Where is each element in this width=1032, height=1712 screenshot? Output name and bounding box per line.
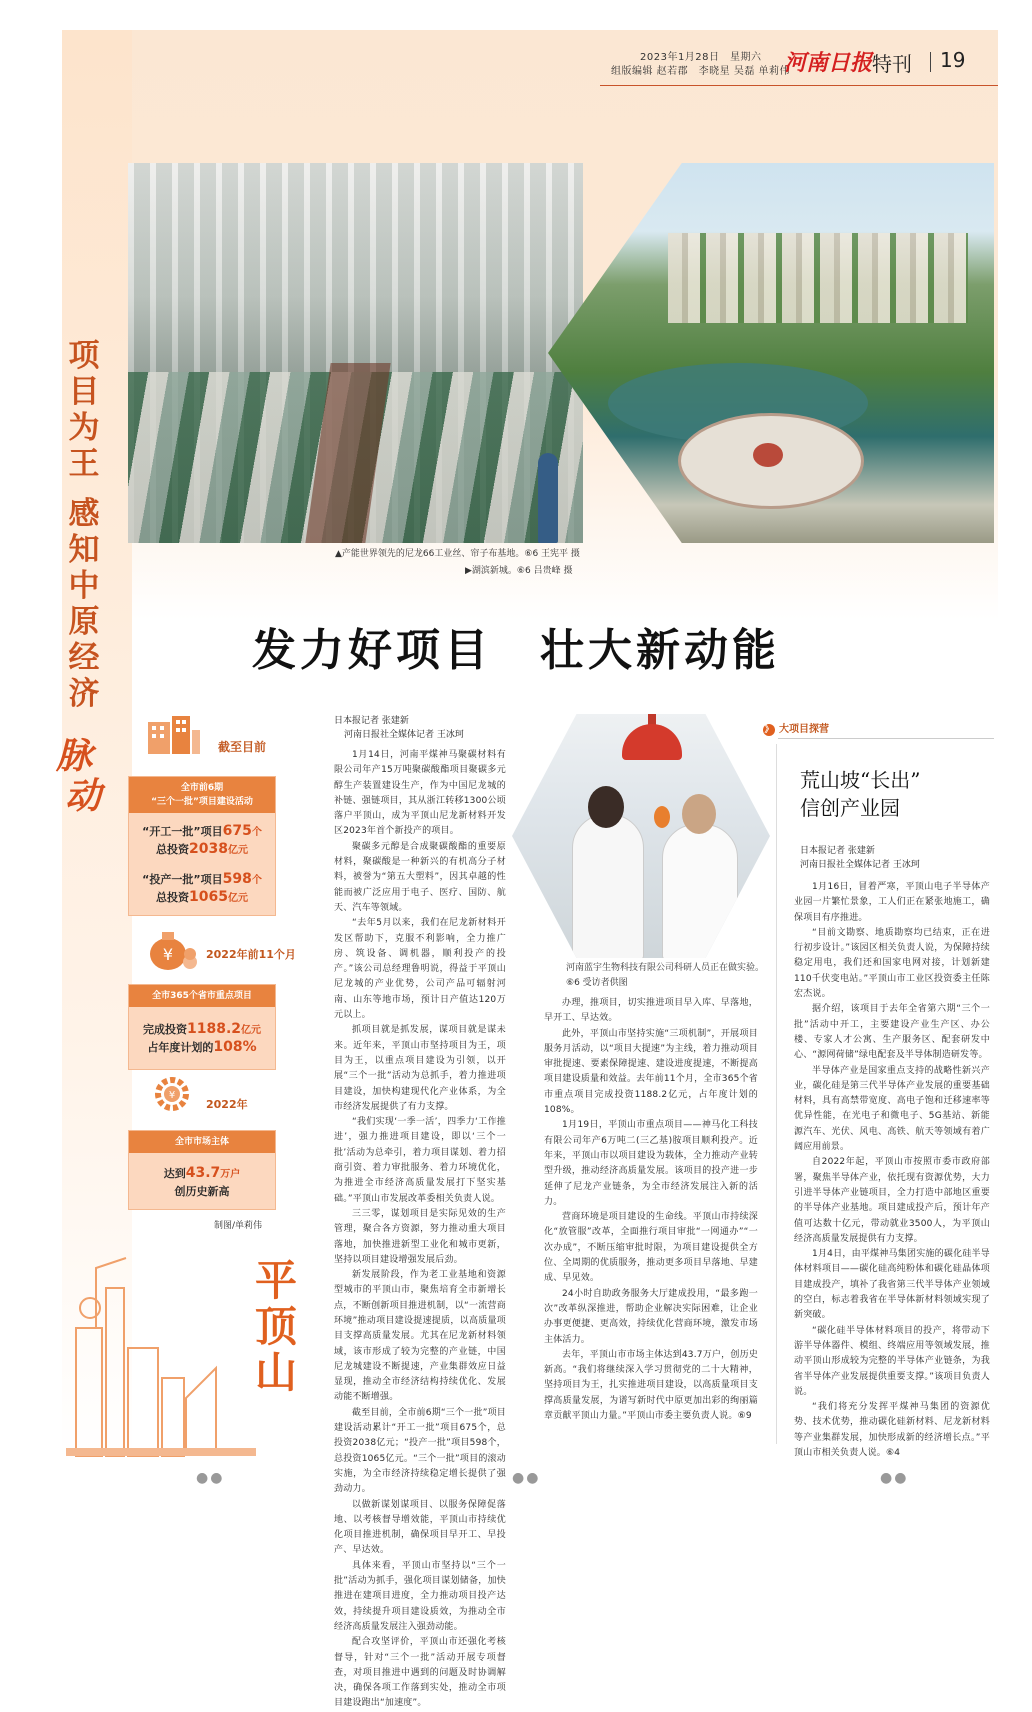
vertical-title-char: 目 bbox=[68, 374, 100, 410]
vertical-title-char: 经 bbox=[68, 640, 100, 676]
done-invest-line: 完成投资1188.2亿元 bbox=[142, 1021, 262, 1037]
section-name: 特刊 bbox=[872, 52, 912, 76]
article-paragraph: “我们实现‘一季一活’，四季力‘工作推进’，强力推进项目建设，即以‘三个一批’活动为总牵引，着力项目谋划、着力招商引资、着力审批服务、着力环境优化，为推进全市经济高质量发展打下坚实基础。”平顶山市发展改革委相关负责人说。 bbox=[334, 1117, 506, 1204]
year-label: 2022年 bbox=[206, 1098, 248, 1111]
article-paragraph: 24小时自助政务服务大厅建成投用，“最多跑一次”改革纵深推进，帮助企业解决实际困难，让企业办事更便捷、更高效，持续优化营商环境，激发市场主体活力。 bbox=[544, 1288, 758, 1345]
lab-photo-flask bbox=[654, 806, 670, 828]
lab-photo-researcher-2 bbox=[662, 824, 738, 960]
stat-box-header bbox=[129, 777, 275, 813]
reach-value: 43.7 bbox=[185, 1165, 221, 1181]
city-char: 顶 bbox=[254, 1302, 297, 1351]
graphic-credit: 制图/单莉伟 bbox=[214, 1221, 263, 1231]
start-invest-line: 总投资2038亿元 bbox=[156, 841, 248, 857]
lab-photo bbox=[512, 714, 770, 958]
article-column-2 bbox=[544, 996, 758, 1458]
footer-marker: ●● bbox=[880, 1470, 909, 1486]
building-icon bbox=[144, 712, 202, 756]
vertical-title-char: 王 bbox=[68, 446, 100, 482]
side-article-paragraph: 自2022年起，平顶山市按照市委市政府部署，聚焦半导体产业，依托现有资源优势，大力引进半导体产业链项目，全力打造中部地区重要的半导体产业基地。项目建成投产后，预计年产值可达数十亿元，带动就业3500人，为平顶山经济高质量发展提供有力支撑。 bbox=[794, 1157, 990, 1244]
newspaper-logo: 河南日报 bbox=[784, 50, 873, 76]
vertical-title-char: 知 bbox=[68, 532, 100, 568]
factory-photo bbox=[128, 163, 583, 543]
city-photo-buildings bbox=[668, 233, 968, 323]
article-paragraph: 抓项目就是抓发展，谋项目就是谋未来。近年来，平顶山市坚持项目为王，项目为王，以重点项目建设为引领，以开展“三个一批”活动为总抓手，着力推进项目建设，加快构建现代化产业体系，为全市经济发展提供了有力支撑。 bbox=[334, 1025, 506, 1112]
article-paragraph: 三三零，谋划项目是实际见效的生产管理，聚合各方资源，努力推动重大项目落地，加快推进新型工业化和城市更新，坚持以项目建设增强发展后劲。 bbox=[334, 1208, 506, 1265]
city-name-vertical bbox=[246, 1258, 306, 1396]
article-paragraph: 配合攻坚评价，平顶山市还强化考核督导，针对“三个一批”活动开展专项督查，对项目推进中遇到的问题及时协调解决，确保各项工作落到实处，推动全市项目建设跑出“加速度”。 bbox=[334, 1637, 506, 1709]
column-divider bbox=[776, 744, 777, 1444]
article-column-1 bbox=[334, 748, 506, 1709]
side-article-title: 荒山坡“长出” 信创产业园 bbox=[800, 768, 921, 820]
stat-box-header-line: 全市前6期 bbox=[180, 783, 224, 793]
produce-batch-line: “投产一批”项目598个 bbox=[142, 871, 262, 887]
page-headline: 发力好项目 壮大新动能 bbox=[252, 625, 780, 676]
stat-box-key-projects bbox=[128, 984, 276, 1070]
svg-text:¥: ¥ bbox=[162, 945, 174, 964]
header-separator bbox=[930, 52, 931, 72]
article-paragraph: 截至目前，全市前6期“三个一批”项目建设活动累计“开工一批”项目675个，总投资2038亿元；“投产一批”项目598个，总投资1065亿元。“三个一批”项目的滚动实施，为全市经济持续稳定增长提供了强劲动力。 bbox=[334, 1407, 506, 1495]
side-article-body bbox=[794, 880, 990, 1458]
stat-box-three-batches bbox=[128, 776, 276, 916]
issue-date: 2023年1月28日 星期六 bbox=[640, 52, 762, 63]
reach-line: 达到43.7万户 bbox=[163, 1165, 241, 1181]
stat-box-header: 全市365个省市重点项目 bbox=[129, 985, 275, 1007]
footer-marker: ●● bbox=[512, 1470, 541, 1486]
side-section-tag: 》 大项目探营 bbox=[764, 724, 829, 735]
lab-photo-researcher-2-head bbox=[682, 794, 716, 834]
article-paragraph: 聚碳多元醇是合成聚碳酸酯的重要原材料，聚碳酸是一种新兴的有机高分子材料，被誉为“第五大塑料”，因其卓越的性能而被广泛应用于电子、医疗、国防、航天、汽车等领域。 bbox=[334, 841, 506, 913]
city-photo-plaza-center bbox=[753, 443, 783, 467]
article-paragraph: 以做新谋划谋项目、以服务保障促落地、以考核督导增效能，平顶山市持续优化项目推进机制，确保项目早开工、早投产、早达效。 bbox=[334, 1499, 506, 1556]
produce-invest-line: 总投资1065亿元 bbox=[156, 889, 248, 905]
article-paragraph: 营商环境是项目建设的生命线。平顶山市持续深化“放管服”改革，全面推行项目审批“一网通办”“一次办成”，不断压缩审批时限，为项目建设提供全方位、全周期的优质服务，推动更多项目早落地、早建成、早见效。 bbox=[544, 1212, 758, 1284]
article-paragraph: 具体来看，平顶山市坚持以“三个一批”活动为抓手，强化项目谋划储备，加快推进在建项目进度，全力推动项目投产达效，持续提升项目建设质效，为推动全市经济高质量发展注入强劲动能。 bbox=[334, 1560, 506, 1632]
article-paragraph: “去年5月以来，我们在尼龙新材料开发区帮助下，克服不利影响，全力推广房、筑设备、调机器，顺利投产的投产。”该公司总经理鲁明说，得益于平顶山尼龙城的产业优势，公司产品可辐射河南、山东等地市场，预计日产值达120万元以上。 bbox=[334, 918, 506, 1021]
chevron-right-icon: 》 bbox=[764, 725, 774, 735]
ratio-value: 108% bbox=[213, 1039, 257, 1055]
side-article-paragraph: “碳化硅半导体材料项目的投产，将带动下游半导体器件、模组、终端应用等领域发展，推动平顶山形成较为完整的半导体产业链条，为我省半导体产业发展提供重要支撑。”该项目负责人说。 bbox=[794, 1325, 990, 1397]
side-article-paragraph: 1月4日，由平煤神马集团实施的碳化硅半导体材料项目——碳化硅高纯粉体和碳化硅晶体项目建成投产，填补了我省第三代半导体产业领域的空白，标志着我省在半导体新材料领域实现了新突破。 bbox=[794, 1249, 990, 1321]
start-batch-line: “开工一批”项目675个 bbox=[142, 823, 262, 839]
pulse-char: 脉 bbox=[55, 735, 92, 777]
side-article-paragraph: “目前文勘察、地质勘察均已结束，正在进行初步设计。”该园区相关负责人说，为保障持续稳定用电，我们还和国家电网对接，计划新建110千伏变电站。”平顶山市工业区投资委主任陈宏杰说。 bbox=[794, 927, 990, 1000]
editors-line: 组版编辑 赵若郡 李晓星 吴磊 单莉伟 bbox=[611, 66, 791, 77]
lab-photo-researcher-1 bbox=[572, 814, 644, 960]
article-paragraph: 去年，平顶山市市场主体达到43.7万户，创历史新高。“我们将继续深入学习贯彻党的二十大精神，坚持项目为王，扎实推进项目建设，以高质量项目支撑高质量发展，为谱写新时代中原更加出彩的绚丽篇章贡献平顶山力量。”平顶山市委主要负责人说。⑥9 bbox=[544, 1349, 758, 1422]
vertical-title-char: 项 bbox=[68, 338, 100, 374]
vertical-title-char: 原 bbox=[68, 604, 100, 640]
factory-photo-caption: ▲产能世界领先的尼龙66工业丝、帘子布基地。⑥6 王宪平 摄 bbox=[335, 549, 580, 559]
vertical-title-char: 为 bbox=[68, 410, 100, 446]
vertical-title-char: 中 bbox=[68, 568, 100, 604]
gear-icon bbox=[150, 1072, 196, 1116]
article-paragraph: 1月19日，平顶山市重点项目——神马化工科技有限公司年产6万吨二(三乙基)胺项目顺利投产。近年来，平顶山市以项目建设为载体，全力推动产业转型升级，推动经济高质量发展。该项目的投产进一步延伸了尼龙产业链条，为全市经济发展注入新的活力。 bbox=[544, 1120, 758, 1207]
vertical-title-pulse bbox=[44, 736, 104, 816]
produce-invest: 1065 bbox=[189, 889, 228, 905]
tag-rule bbox=[778, 738, 994, 739]
lab-photo-caption: 河南蓝宇生物科技有限公司科研人员正在做实验。⑥6 受访者供图 bbox=[566, 963, 765, 988]
vertical-title-char: 感 bbox=[68, 496, 100, 532]
lab-photo-researcher-1-head bbox=[588, 786, 624, 828]
city-skyline-illustration bbox=[66, 1248, 256, 1458]
vertical-title-char: 济 bbox=[68, 676, 100, 712]
footer-marker: ●● bbox=[196, 1470, 225, 1486]
city-char: 平 bbox=[254, 1256, 297, 1305]
money-bag-icon bbox=[146, 924, 198, 972]
city-photo-caption: ▶湖滨新城。⑥6 吕贵峰 摄 bbox=[465, 566, 573, 576]
pulse-char: 动 bbox=[64, 775, 101, 817]
ratio-line: 占年度计划的108% bbox=[147, 1039, 257, 1055]
stat-box-market-entities bbox=[128, 1130, 276, 1210]
as-of-label: 截至目前 bbox=[218, 740, 267, 754]
stat-box-header: 全市市场主体 bbox=[129, 1131, 275, 1153]
factory-photo-worker bbox=[538, 453, 558, 543]
infographic-column bbox=[126, 712, 326, 1232]
side-article-paragraph: 1月16日，冒着严寒，平顶山电子半导体产业园一片繁忙景象，工人们正在紧张地施工，确保项目有序推进。 bbox=[794, 882, 990, 923]
side-article-byline: 日本报记者 张建新 河南日报社全媒体记者 王冰珂 bbox=[800, 846, 920, 870]
side-article-paragraph: “我们将充分发挥平煤神马集团的资源优势、技术优势，推动碳化硅新材料、尼龙新材料等产业集群发展，加快形成新的经济增长点。”平顶山市相关负责人说。⑥4 bbox=[794, 1402, 990, 1458]
period-label: 2022年前11个月 bbox=[206, 948, 296, 961]
header-rule bbox=[600, 85, 998, 86]
side-article-paragraph: 半导体产业是国家重点支持的战略性新兴产业，碳化硅是第三代半导体产业发展的重要基础材料，具有高禁带宽度、高电子饱和迁移速率等优异性能，在光电子和微电子、5G基站、新能源汽车、光伏、风电、高铁、航天等领域有着广阔应用前景。 bbox=[794, 1065, 990, 1153]
start-count: 675 bbox=[222, 823, 252, 839]
record-line: 创历史新高 bbox=[174, 1185, 230, 1198]
stat-box-header-line: “三个一批”项目建设活动 bbox=[151, 797, 253, 807]
article-paragraph: 1月14日，河南平煤神马聚碳材料有限公司年产15万吨聚碳酸酯项目聚碳多元醇生产装置建设生产，作为中国尼龙城的补链、强链项目，其从浙江转移1300公顷落户平顶山，成为平顶山尼龙新材料开发区2023年首个新投产的项目。 bbox=[334, 750, 506, 837]
city-char: 山 bbox=[254, 1348, 297, 1397]
article-paragraph: 此外，平顶山市坚持实施“三项机制”，开展项目服务月活动，以“项目大提速”为主线，着力推动项目审批提速、要素保障提速、建设进度提速，不断提高项目建设质量和效益。去年前11个月，全市365个省市重点项目完成投资1188.2亿元，占年度计划的108%。 bbox=[544, 1028, 758, 1116]
side-article-paragraph: 据介绍，该项目于去年全省第六期“三个一批”活动中开工，主要建设产业生产区、办公楼、专家人才公寓、生产服务区、配套研发中心、“源网荷储”绿电配套及半导体制造研发等。 bbox=[794, 1004, 990, 1061]
article-byline: 日本报记者 张建新 河南日报社全媒体记者 王冰珂 bbox=[334, 716, 464, 740]
done-invest-value: 1188.2 bbox=[186, 1021, 242, 1037]
start-invest: 2038 bbox=[189, 841, 228, 857]
page-number: 19 bbox=[940, 48, 966, 72]
lab-photo-hood bbox=[622, 724, 682, 760]
article-paragraph: 新发展阶段，作为老工业基地和资源型城市的平顶山市，聚焦培育全市新增长点，不断创新项目推进机制，以“一流营商环境”推动项目建设提速提质，以高质量项目支撑高质量发展。尤其在尼龙新材料领域，该市形成了较为完整的产业链，中国尼龙城建设不断提速，产业集群效应日益显现，推动全市经济结构持续优化、发展动能不断增强。 bbox=[334, 1270, 506, 1403]
article-paragraph: 办理，推项目，切实推进项目早入库、早落地，早开工、早达效。 bbox=[544, 998, 758, 1024]
svg-text:¥: ¥ bbox=[168, 1090, 176, 1101]
produce-count: 598 bbox=[222, 871, 252, 887]
